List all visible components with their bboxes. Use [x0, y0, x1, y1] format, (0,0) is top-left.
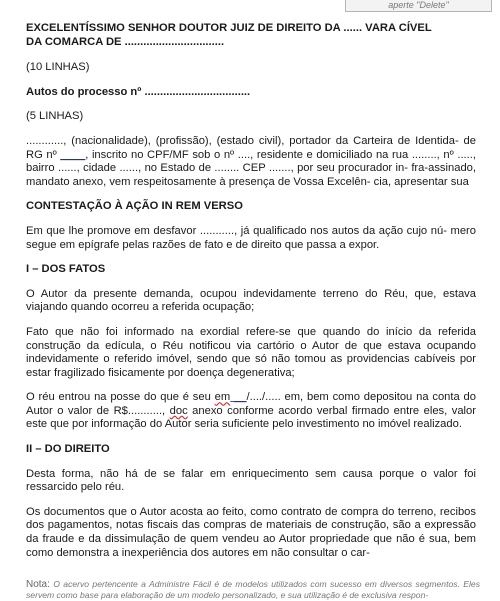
- footer-note-text: O acervo pertencente a Administre Fácil é de modelos utilizados com sucesso em diversos segmentos. Eles servem como base para elaboração de um modelo personalizado, e sua utilização é de exclusiva respon-: [26, 579, 481, 600]
- party-text-a: ............, (nacionalidade), (profissão), (estado civil), portador da Carteira de Identida- de RG nº: [26, 134, 476, 161]
- court-header: [26, 22, 476, 49]
- facts-p3-text-c: anexo conforme acordo verbal firmado entre eles, valor este que por informação do Autor seria suficiente pelo investimento no imóvel realizado.: [26, 404, 476, 431]
- date-blank: __: [230, 391, 247, 404]
- rg-blank: ____: [60, 148, 86, 161]
- delete-hint-tab: aperte "Delete": [345, 0, 492, 12]
- footer-note: [26, 579, 480, 601]
- spellcheck-word-doc: doc: [169, 404, 188, 417]
- section-heading-law: II – DO DIREITO: [26, 443, 110, 456]
- spacing-note-5: (5 LINHAS): [26, 110, 84, 123]
- facts-paragraph-3: [26, 391, 476, 432]
- facts-p3-text-a: O réu entrou na posse do que é seu: [26, 391, 215, 404]
- court-header-line2: DA COMARCA DE ................................: [26, 35, 225, 48]
- party-qualification: [26, 135, 476, 189]
- spellcheck-word-em: em: [214, 391, 231, 404]
- law-paragraph-2: Os documentos que o Autor acosta ao feito, como contrato de compra do terreno, recibos dos pagamentos, notas fiscais das compras de materiais de construção, são a expressão da fraude e da dissimulação de quem vendeu ao Autor propriedade que não é sua, bem como demonstra a inexperiência dos autores em não consultar o car-: [26, 505, 476, 559]
- party-text-b: , inscrito no CPF/MF sob o nº ...., residente e domiciliado na rua ........, nº ....., bairro ......, cidade ......, no Estado de ........ CEP ......., por seu procurador in- fra-assinado, mandato anexo, vem respeitosamente à presença de Vossa Excelên- cia, apresentar sua: [26, 148, 476, 188]
- law-paragraph-1: Desta forma, não há de se falar em enriquecimento sem causa porque o valor foi ressarcido pelo réu.: [26, 467, 476, 494]
- process-number-label: Autos do processo nº ..................................: [26, 85, 251, 98]
- section-heading-facts: I – DOS FATOS: [26, 263, 106, 276]
- intro-paragraph: Em que lhe promove em desfavor ..........., já qualificado nos autos da ação cujo nú- mero segue em epígrafe pelas razões de fato e de direito que passa a expor.: [26, 224, 476, 251]
- document-title: CONTESTAÇÃO À AÇÃO IN REM VERSO: [26, 200, 243, 213]
- facts-paragraph-1: O Autor da presente demanda, ocupou indevidamente terreno do Réu, que, estava viajando quando ocorreu a referida ocupação;: [26, 287, 476, 314]
- footer-note-label: Nota:: [26, 579, 50, 590]
- document-body: [26, 22, 476, 571]
- court-header-line1: EXCELENTÍSSIMO SENHOR DOUTOR JUIZ DE DIREITO DA ...... VARA CÍVEL: [26, 22, 432, 34]
- facts-paragraph-2: Fato que não foi informado na exordial refere-se que quando do início da referida construção da edícula, o Réu notificou via cartório o Autor de que estava ocupando indevidamente o referido imóvel, sendo que só não tomou as providencias cabíveis por estar fragilizado fisicamente por doença degenerativa;: [26, 325, 476, 379]
- spacing-note-10: (10 LINHAS): [26, 61, 90, 74]
- facts-p3-text-b: /..../..... em, bem como depositou na conta do Autor o valor de R$...........,: [26, 391, 476, 417]
